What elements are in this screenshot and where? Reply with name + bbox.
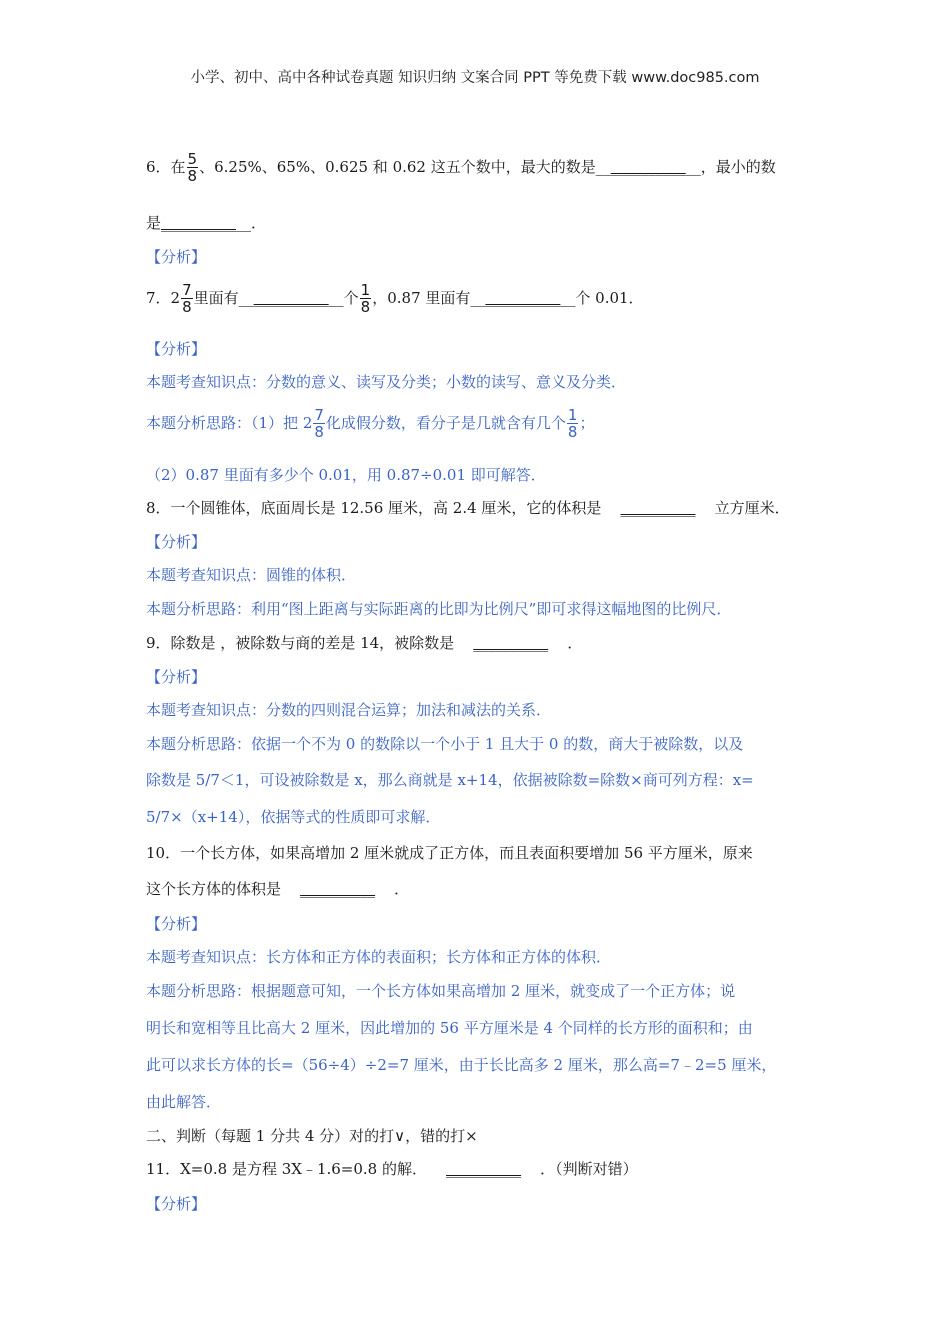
question-10-cont: 这个长方体的体积是 __________ ． (146, 880, 410, 898)
question-6-cont: 是____________． (146, 214, 267, 232)
answer-blank: __________ (485, 289, 561, 307)
question-7: 7．2 $\frac{7}{8}$ 里面有______________个 $\frac{1}{8}$ ，0.87 里面有______________个 0.01． (146, 281, 644, 316)
q8-knowledge: 本题考查知识点：圆锥的体积． (146, 566, 357, 584)
q9-idea-1: 本题分析思路：依据一个不为 0 的数除以一个小于 1 且大于 0 的数，商大于被除数，以及 (146, 735, 744, 753)
fraction: $\frac{7}{8}$ (182, 281, 192, 316)
analysis-tag: 【分析】 (146, 915, 207, 933)
page-header: 小学、初中、高中各种试卷真题 知识归纳 文案合同 PPT 等免费下载 www.doc985.com (190, 70, 760, 86)
q8-idea: 本题分析思路：利用“图上距离与实际距离的比即为比例尺”即可求得这幅地图的比例尺． (146, 600, 732, 618)
q6-text: 、6.25%、65%、0.625 和 0.62 这五个数中，最大的数是 (199, 158, 596, 176)
answer-blank: __________ (446, 1160, 522, 1178)
answer-blank: __________ (620, 499, 696, 517)
q9-knowledge: 本题考查知识点：分数的四则混合运算；加法和减法的关系． (146, 701, 552, 719)
fraction: $\frac{1}{8}$ (567, 406, 578, 441)
section-heading: 二、判断（每题 1 分共 4 分）对的打∨，错的打× (146, 1127, 478, 1145)
q10-idea-2: 明长和宽相等且比高大 2 厘米，因此增加的 56 平方厘米是 4 个同样的长方形的面积和；由 (146, 1019, 753, 1037)
analysis-tag: 【分析】 (146, 340, 207, 358)
q10-idea-3: 此可以求长方体的长=（56÷4）÷2=7 厘米，由于长比高多 2 厘米，那么高=7﹣2=5 厘米， (146, 1056, 777, 1074)
analysis-tag: 【分析】 (146, 1195, 207, 1213)
answer-blank: __________ (610, 158, 686, 176)
question-10: 10．一个长方体，如果高增加 2 厘米就成了正方体，而且表面积要增加 56 平方厘米，原来 (146, 844, 753, 862)
q10-knowledge: 本题考查知识点：长方体和正方体的表面积；长方体和正方体的体积． (146, 948, 612, 966)
fraction: $\frac{7}{8}$ (314, 406, 324, 441)
q10-idea-4: 由此解答． (146, 1093, 222, 1111)
answer-blank: __________ (300, 880, 376, 898)
q7-idea: 本题分析思路：（1）把 2 $\frac{7}{8}$ 化成假分数，看分子是几就含有几个 $\frac{1}{8}$ ； (146, 406, 595, 441)
analysis-tag: 【分析】 (146, 668, 207, 686)
question-8: 8．一个圆锥体，底面周长是 12.56 厘米，高 2.4 厘米，它的体积是 __________ 立方厘米． (146, 499, 790, 517)
analysis-tag: 【分析】 (146, 248, 207, 266)
fraction: $\frac{5}{8}$ (187, 150, 198, 185)
q9-idea-2: 除数是 5/7＜1，可设被除数是 x，那么商就是 x+14，依据被除数=除数×商可列方程：x= (146, 771, 754, 789)
q9-idea-3: 5/7×（x+14），依据等式的性质即可求解． (146, 808, 441, 826)
question-6: 6．在 $\frac{5}{8}$ 、6.25%、65%、0.625 和 0.62 这五个数中，最大的数是______________，最小的数 (146, 150, 776, 185)
fraction: $\frac{1}{8}$ (360, 281, 371, 316)
answer-blank: __________ (161, 214, 237, 232)
q7-knowledge: 本题考查知识点：分数的意义、读写及分类；小数的读写、意义及分类． (146, 373, 627, 391)
answer-blank: __________ (473, 634, 549, 652)
question-11: 11．X=0.8 是方程 3X﹣1.6=0.8 的解． __________ ．（判断对错） (146, 1160, 638, 1178)
q10-idea-1: 本题分析思路：根据题意可知，一个长方体如果高增加 2 厘米，就变成了一个正方体；说 (146, 982, 736, 1000)
answer-blank: __________ (253, 289, 329, 307)
q7-idea-2: （2）0.87 里面有多少个 0.01，用 0.87÷0.01 即可解答． (146, 466, 546, 484)
question-9: 9．除数是 ，被除数与商的差是 14，被除数是 __________ ． (146, 634, 583, 652)
analysis-tag: 【分析】 (146, 533, 207, 551)
q6-text: 6．在 (146, 158, 186, 176)
